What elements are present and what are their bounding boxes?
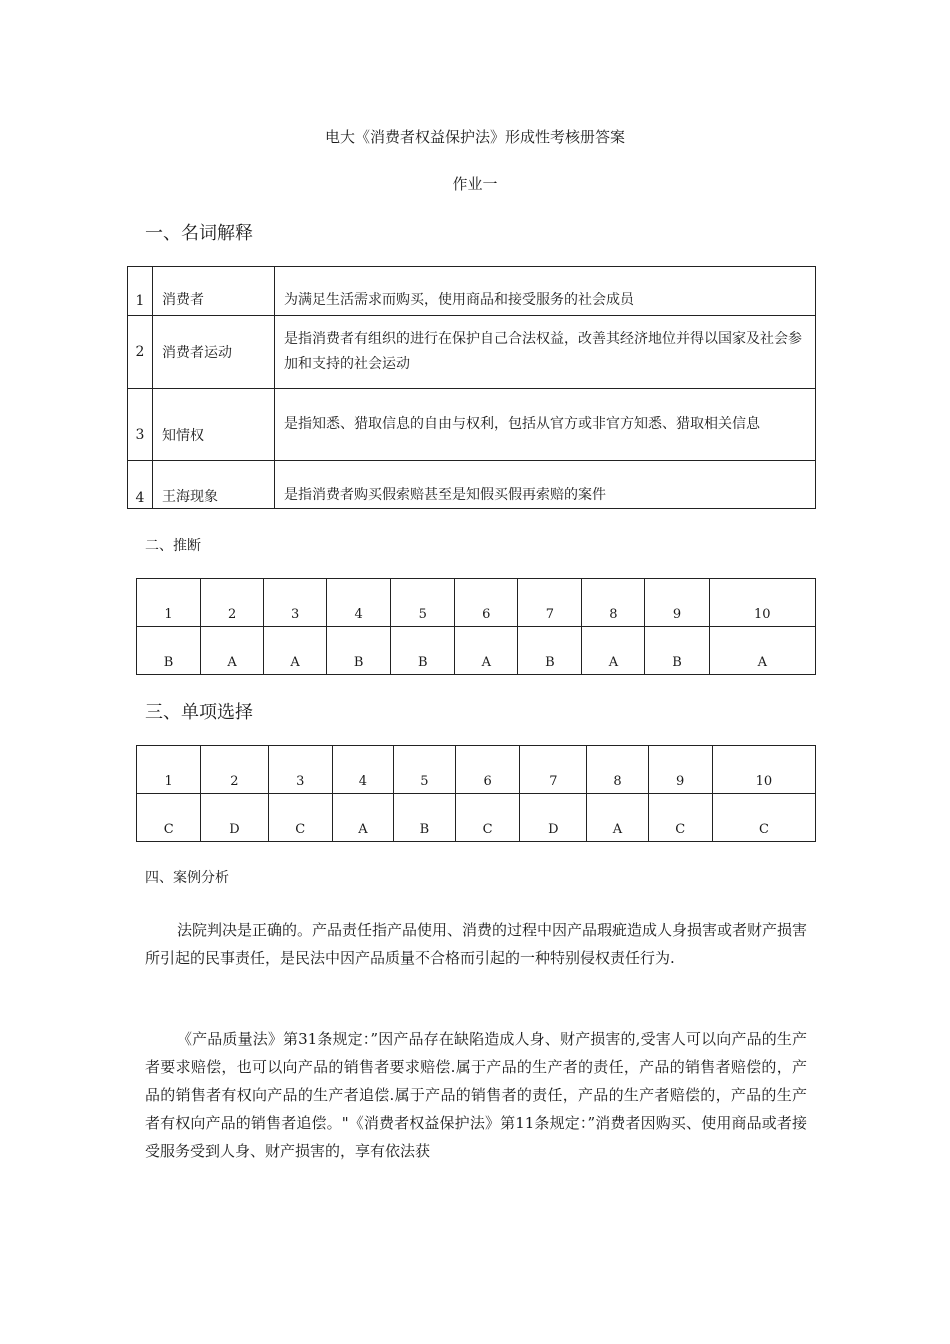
question-number: 5 <box>391 579 455 627</box>
row-number: 2 <box>128 316 153 389</box>
question-number: 4 <box>332 746 393 794</box>
section3-heading: 三、单项选择 <box>145 702 253 723</box>
answer-cell: A <box>455 627 518 675</box>
question-number: 8 <box>582 579 645 627</box>
answer-cell: B <box>137 627 201 675</box>
row-number: 3 <box>128 389 153 461</box>
question-number: 2 <box>201 746 268 794</box>
table-row <box>128 461 816 509</box>
question-number: 2 <box>201 579 264 627</box>
term-definition: 为满足生活需求而购买，使用商品和接受服务的社会成员 <box>275 267 816 316</box>
answer-row <box>137 794 816 842</box>
answer-cell: A <box>582 627 645 675</box>
question-number: 10 <box>712 746 815 794</box>
term-name: 知情权 <box>153 389 275 461</box>
question-number: 10 <box>709 579 815 627</box>
question-number: 5 <box>393 746 455 794</box>
answer-cell: B <box>645 627 709 675</box>
case-analysis-paragraph-1: 法院判决是正确的。产品责任指产品使用、消费的过程中因产品瑕疵造成人身损害或者财产损害所引起的民事责任，是民法中因产品质量不合格而引起的一种特别侵权责任行为. <box>145 921 808 967</box>
answer-cell: C <box>268 794 332 842</box>
answer-cell: D <box>520 794 587 842</box>
term-name: 消费者 <box>153 267 275 316</box>
document-subtitle: 作业一 <box>452 175 498 193</box>
answer-cell: A <box>264 627 327 675</box>
case-analysis-paragraph-2: 《产品质量法》第31条规定：”因产品存在缺陷造成人身、财产损害的,受害人可以向产品的生产者要求赔偿，也可以向产品的销售者要求赔偿.属于产品的生产者的责任，产品的销售者赔偿的，产品的销售者有权向产品的生产者追偿.属于产品的销售者的责任，产品的生产者赔偿的，产品的生产者有权向产品的销售者追偿。"《消费者权益保护法》第11条规定：”消费者因购买、使用商品或者接受服务受到人身、财产损害的，享有依法获 <box>145 1030 807 1160</box>
terms-table <box>127 266 816 509</box>
row-number: 1 <box>128 267 153 316</box>
question-number: 7 <box>520 746 587 794</box>
answer-cell: C <box>455 794 519 842</box>
term-definition: 是指消费者有组织的进行在保护自己合法权益，改善其经济地位并得以国家及社会参加和支持的社会运动 <box>275 316 816 389</box>
question-number: 9 <box>645 579 709 627</box>
judgment-table <box>136 578 816 675</box>
question-number: 6 <box>455 746 519 794</box>
term-definition: 是指知悉、猎取信息的自由与权利，包括从官方或非官方知悉、猎取相关信息 <box>275 389 816 461</box>
answer-cell: A <box>709 627 815 675</box>
answer-cell: B <box>327 627 391 675</box>
answer-cell: C <box>648 794 712 842</box>
answer-cell: B <box>393 794 455 842</box>
question-number: 4 <box>327 579 391 627</box>
answer-row <box>137 627 816 675</box>
single-choice-table <box>136 745 816 842</box>
section4-heading: 四、案例分析 <box>145 870 229 886</box>
question-number: 6 <box>455 579 518 627</box>
question-number: 8 <box>587 746 648 794</box>
answer-cell: C <box>712 794 815 842</box>
section1-heading: 一、名词解释 <box>145 223 253 244</box>
question-number: 3 <box>264 579 327 627</box>
document-title: 电大《消费者权益保护法》形成性考核册答案 <box>324 128 625 146</box>
question-number: 7 <box>518 579 582 627</box>
answer-cell: D <box>201 794 268 842</box>
table-row <box>128 267 816 316</box>
answer-cell: B <box>391 627 455 675</box>
question-number-row <box>137 579 816 627</box>
answer-cell: A <box>587 794 648 842</box>
question-number-row <box>137 746 816 794</box>
term-name: 消费者运动 <box>153 316 275 389</box>
answer-cell: A <box>201 627 264 675</box>
section2-heading: 二、推断 <box>145 538 201 554</box>
table-row <box>128 316 816 389</box>
row-number: 4 <box>128 461 153 509</box>
term-definition: 是指消费者购买假索赔甚至是知假买假再索赔的案件 <box>275 461 816 509</box>
answer-cell: C <box>137 794 201 842</box>
question-number: 1 <box>137 746 201 794</box>
question-number: 3 <box>268 746 332 794</box>
term-name: 王海现象 <box>153 461 275 509</box>
answer-cell: A <box>332 794 393 842</box>
answer-cell: B <box>518 627 582 675</box>
table-row <box>128 389 816 461</box>
question-number: 9 <box>648 746 712 794</box>
question-number: 1 <box>137 579 201 627</box>
